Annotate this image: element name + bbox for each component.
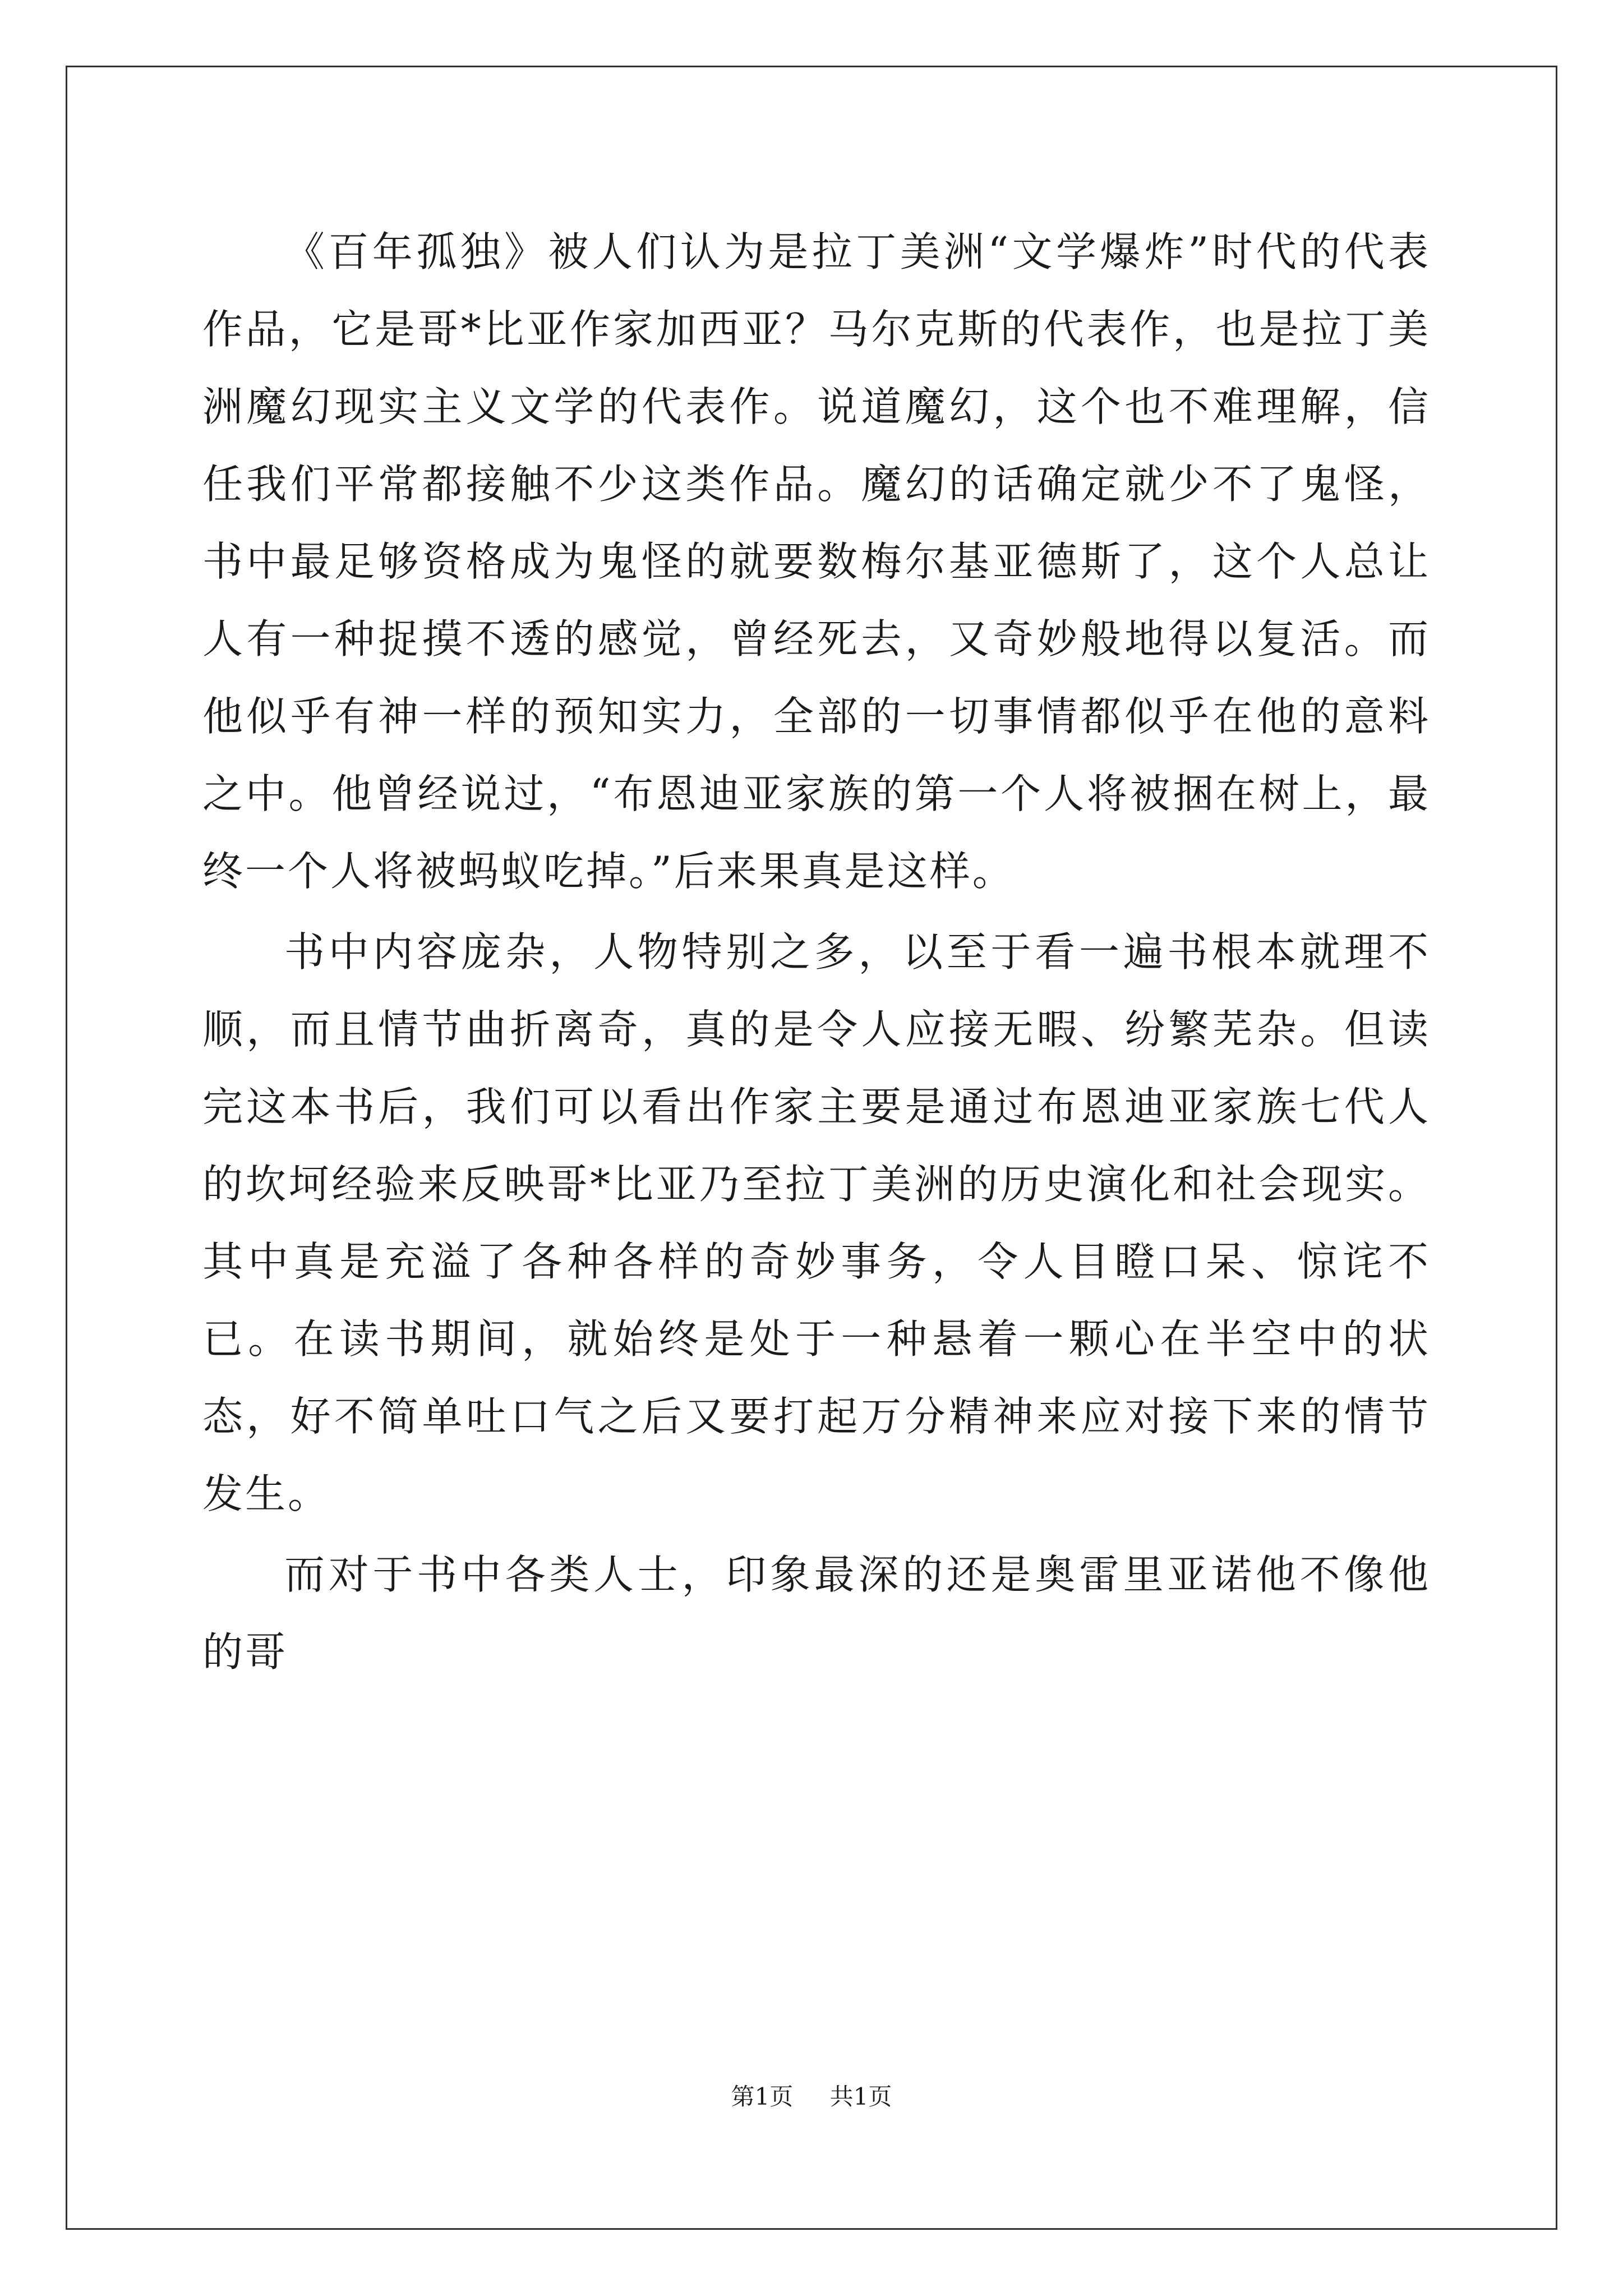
paragraph-3: 而对于书中各类人士，印象最深的还是奥雷里亚诺他不像他的哥 <box>202 1551 1431 1676</box>
paragraph-2: 书中内容庞杂，人物特别之多，以至于看一遍书根本就理不顺，而且情节曲折离奇，真的是令人应接无暇、纷繁芜杂。但读完这本书后，我们可以看出作家主要是通过布恩迪亚家族七代人的坎坷经验来反映哥*比亚乃至拉丁美洲的历史演化和社会现实。其中真是充溢了各种各样的奇妙事务，令人目瞪口呆、惊诧不已。在读书期间，就始终是处于一种悬着一颗心在半空中的状态，好不简单吐口气之后又要打起万分精神来应对接下来的情节发生。 <box>202 928 1431 1517</box>
document-body <box>202 213 1431 1691</box>
paragraph-1: 《百年孤独》被人们认为是拉丁美洲“文学爆炸”时代的代表作品，它是哥*比亚作家加西亚？马尔克斯的代表作，也是拉丁美洲魔幻现实主义文学的代表作。说道魔幻，这个也不难理解，信任我们平常都接触不少这类作品。魔幻的话确定就少不了鬼怪，书中最足够资格成为鬼怪的就要数梅尔基亚德斯了，这个人总让人有一种捉摸不透的感觉，曾经死去，又奇妙般地得以复活。而他似乎有神一样的预知实力，全部的一切事情都似乎在他的意料之中。他曾经说过，“布恩迪亚家族的第一个人将被捆在树上，最终一个人将被蚂蚁吃掉。”后来果真是这样。 <box>202 228 1431 895</box>
page-number-total: 共1页 <box>829 2083 892 2110</box>
page-number-current: 第1页 <box>731 2083 794 2110</box>
page-footer <box>0 2078 1623 2112</box>
